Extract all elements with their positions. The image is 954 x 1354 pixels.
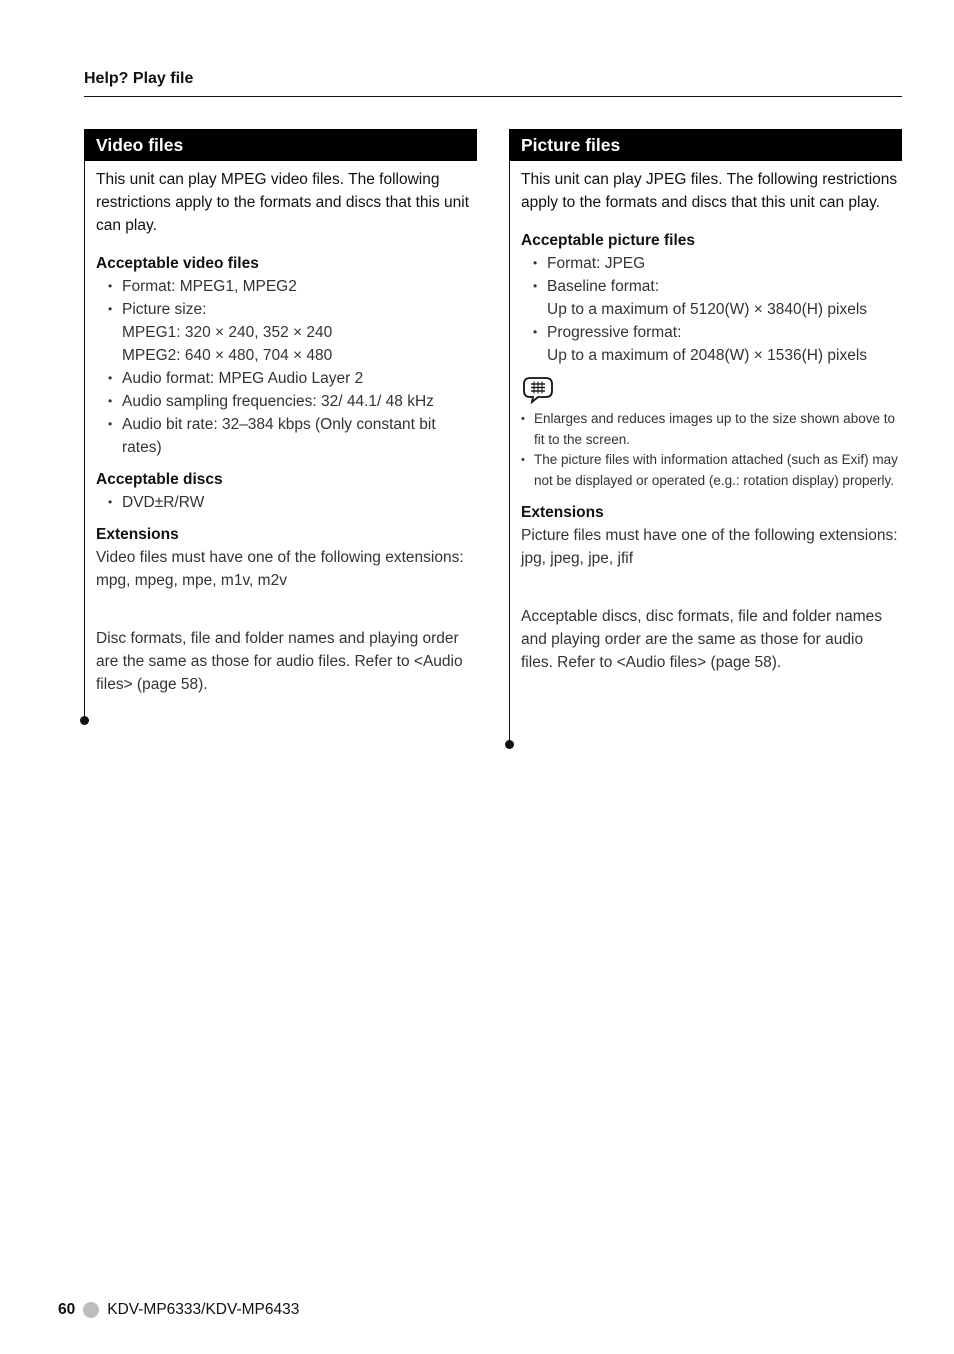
video-intro: This unit can play MPEG video files. The following restrictions apply to the formats and discs that this unit can play.: [96, 171, 470, 234]
picture-files-heading: Picture files: [509, 129, 902, 161]
model-name: KDV-MP6333/KDV-MP6433: [107, 1301, 300, 1318]
rail-end-dot: [80, 716, 89, 725]
list-item: • Format: JPEG: [521, 252, 898, 275]
header-rule: [84, 96, 902, 97]
picture-intro: This unit can play JPEG files. The following restrictions apply to the formats and discs that this unit can play.: [521, 171, 898, 211]
video-files-heading: Video files: [84, 129, 477, 161]
acceptable-discs-heading: Acceptable discs: [96, 471, 223, 488]
picture-extensions-text: Picture files must have one of the following extensions:: [521, 527, 898, 545]
list-item: • Audio bit rate: 32–384 kbps (Only constant bit rates): [96, 413, 473, 459]
note-list: [521, 409, 898, 491]
page-number: 60: [58, 1301, 76, 1318]
list-item: • Audio sampling frequencies: 32/ 44.1/ 48 kHz: [96, 390, 473, 413]
picture-closing-text: Acceptable discs, disc formats, file and folder names and playing order are the same as those for audio files. Refer to <Audio files> (page 58).: [521, 608, 882, 672]
video-extensions-heading: Extensions: [96, 526, 179, 543]
list-item: • Audio format: MPEG Audio Layer 2: [96, 367, 473, 390]
section-rail: [509, 161, 510, 744]
list-item: • DVD±R/RW: [96, 491, 473, 514]
footer-bullet-icon: [83, 1302, 99, 1318]
video-extensions-list: mpg, mpeg, mpe, m1v, m2v: [96, 572, 287, 589]
video-files-section: [84, 129, 477, 696]
rail-end-dot: [505, 740, 514, 749]
picture-extensions-heading: Extensions: [521, 504, 604, 522]
note-speech-bubble-icon: [521, 375, 555, 405]
video-extensions-text: Video files must have one of the following extensions:: [96, 549, 464, 566]
picture-extensions-list: jpg, jpeg, jpe, jfif: [521, 550, 634, 568]
list-item: • The picture files with information attached (such as Exif) may not be displayed or operated (e.g.: rotation display) properly.: [521, 450, 898, 491]
disc-list: [96, 491, 473, 514]
list-item: • Picture size: MPEG1: 320 × 240, 352 × 240 MPEG2: 640 × 480, 704 × 480: [96, 298, 473, 367]
video-closing-text: Disc formats, file and folder names and playing order are the same as those for audio files. Refer to <Audio files> (page 58).: [96, 630, 463, 693]
page-footer: [58, 1301, 299, 1319]
list-item: • Format: MPEG1, MPEG2: [96, 275, 473, 298]
list-item: • Baseline format: Up to a maximum of 5120(W) × 3840(H) pixels: [521, 275, 898, 321]
section-rail: [84, 161, 85, 720]
page-header-title: Help? Play file: [84, 70, 194, 87]
list-item: • Enlarges and reduces images up to the size shown above to fit to the screen.: [521, 409, 898, 450]
acceptable-picture-files-heading: Acceptable picture files: [521, 232, 696, 249]
list-item: • Progressive format: Up to a maximum of 2048(W) × 1536(H) pixels: [521, 321, 898, 367]
picture-file-list: [521, 252, 898, 367]
video-file-list: [96, 275, 473, 459]
picture-files-section: [509, 129, 902, 674]
acceptable-video-files-heading: Acceptable video files: [96, 255, 259, 272]
